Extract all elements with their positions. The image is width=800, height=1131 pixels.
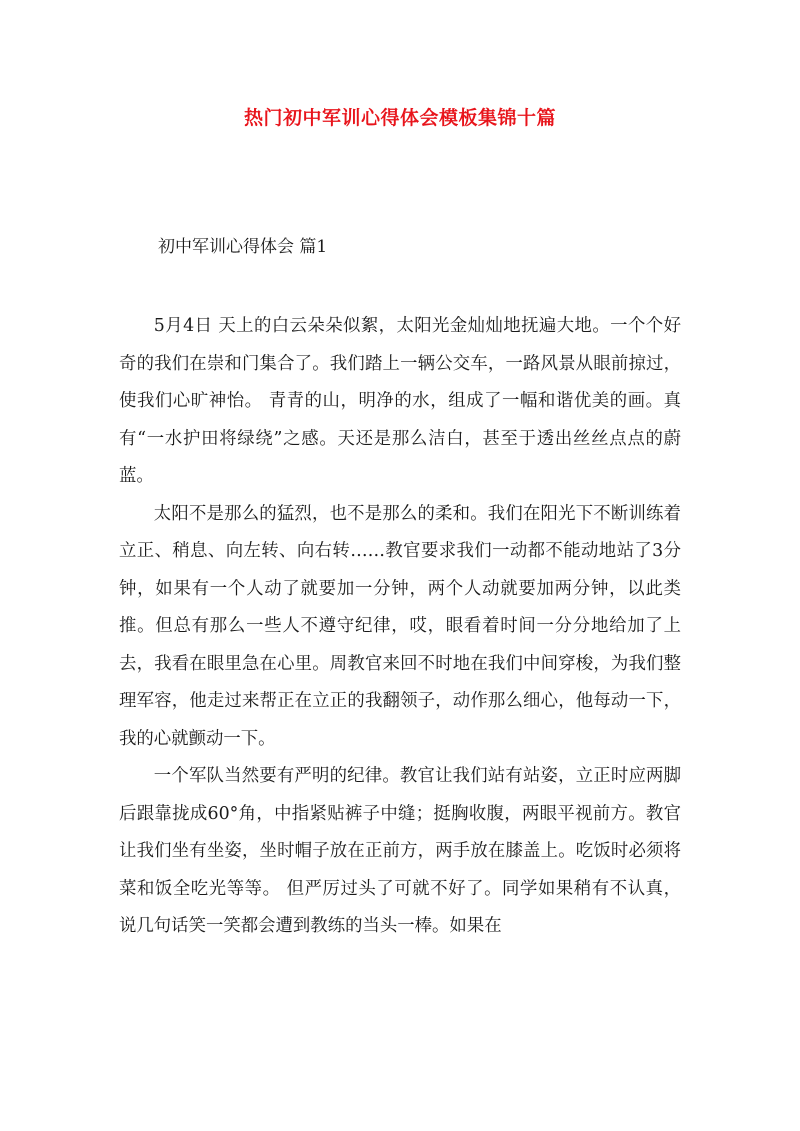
paragraph: 一个军队当然要有严明的纪律。教官让我们站有站姿，立正时应两脚后跟靠拢成60°角，中指紧贴裤子中缝；挺胸收腹，两眼平视前方。教官让我们坐有坐姿，坐时帽子放在正前方，两手放在膝盖上。吃饭时必须将菜和饭全吃光等等。 但严厉过头了可就不好了。同学如果稍有不认真，说几句话笑一笑都会遭到教练的当头一棒。如果在	[119, 766, 681, 936]
paragraph: 太阳不是那么的猛烈，也不是那么的柔和。我们在阳光下不断训练着立正、稍息、向左转、向右转……教官要求我们一动都不能动地站了3分钟，如果有一个人动了就要加一分钟，两个人动就要加两分钟，以此类推。但总有那么一些人不遵守纪律，哎，眼看着时间一分分地给加了上去，我看在眼里急在心里。周教官来回不时地在我们中间穿梭，为我们整理军容，他走过来帮正在立正的我翻领子，动作那么细心，他每动一下，我的心就颤动一下。	[119, 503, 681, 749]
section-heading: 初中军训心得体会 篇1	[158, 237, 328, 257]
document-body	[119, 308, 681, 946]
document-title: 热门初中军训心得体会模板集锦十篇	[243, 107, 556, 129]
paragraph: 5月4日 天上的白云朵朵似絮，太阳光金灿灿地抚遍大地。一个个好奇的我们在崇和门集合了。我们踏上一辆公交车，一路风景从眼前掠过，使我们心旷神怡。 青青的山，明净的水，组成了一幅和谐优美的画。真有“一水护田将绿绕”之感。天还是那么洁白，甚至于透出丝丝点点的蔚蓝。	[119, 316, 682, 486]
